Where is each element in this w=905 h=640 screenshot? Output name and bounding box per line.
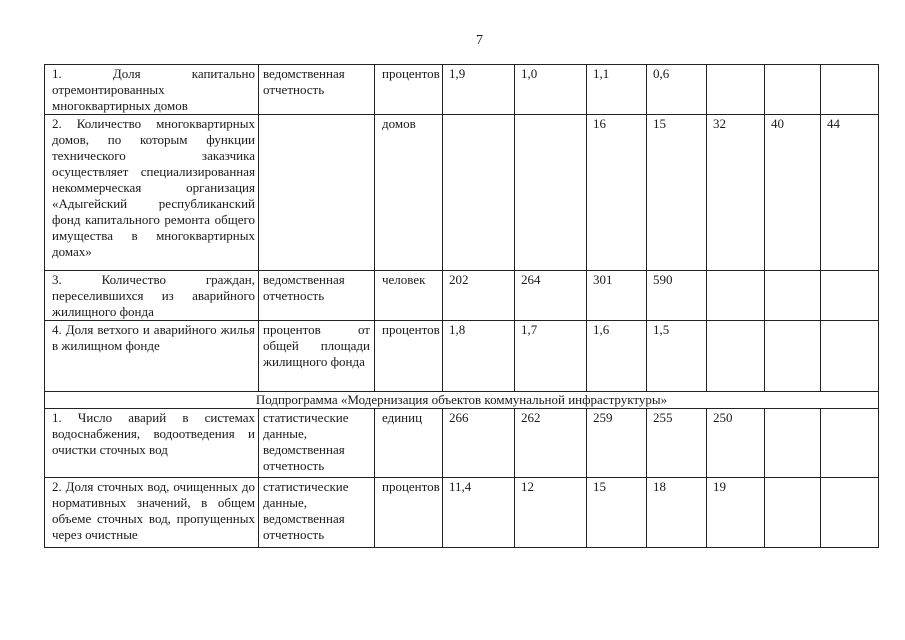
- value-cell: [821, 321, 879, 392]
- value-cell: 1,5: [647, 321, 707, 392]
- source-cell: ведомственная отчетность: [259, 271, 375, 321]
- source-cell: процентов от общей площади жилищного фонда: [259, 321, 375, 392]
- table-row: [45, 409, 879, 478]
- table-row: [45, 65, 879, 115]
- value-cell: [765, 271, 821, 321]
- source-cell: ведомственная отчетность: [259, 65, 375, 115]
- value-cell: 0,6: [647, 65, 707, 115]
- page-number: 7: [476, 33, 483, 48]
- source-cell: [259, 115, 375, 271]
- value-cell: [515, 115, 587, 271]
- value-cell: 1,8: [443, 321, 515, 392]
- value-cell: 266: [443, 409, 515, 478]
- unit-cell: единиц: [375, 409, 443, 478]
- value-cell: [821, 478, 879, 548]
- value-cell: 1,1: [587, 65, 647, 115]
- indicator-cell: 4. Доля ветхого и аварийного жилья в жилищном фонде: [45, 321, 259, 392]
- value-cell: [821, 409, 879, 478]
- value-cell: 1,9: [443, 65, 515, 115]
- value-cell: [707, 321, 765, 392]
- value-cell: 18: [647, 478, 707, 548]
- unit-cell: процентов: [375, 478, 443, 548]
- table-row: [45, 321, 879, 392]
- indicator-cell: 2. Доля сточных вод, очищенных до нормативных значений, в общем объеме сточных вод, пропущенных через очистные: [45, 478, 259, 548]
- value-cell: 202: [443, 271, 515, 321]
- value-cell: [821, 65, 879, 115]
- unit-cell: домов: [375, 115, 443, 271]
- value-cell: 11,4: [443, 478, 515, 548]
- table-row: [45, 271, 879, 321]
- value-cell: [707, 65, 765, 115]
- value-cell: 255: [647, 409, 707, 478]
- value-cell: [765, 409, 821, 478]
- value-cell: 262: [515, 409, 587, 478]
- value-cell: [707, 271, 765, 321]
- table-row: [45, 478, 879, 548]
- value-cell: [765, 321, 821, 392]
- section-row: [45, 392, 879, 409]
- value-cell: 12: [515, 478, 587, 548]
- value-cell: 264: [515, 271, 587, 321]
- value-cell: 15: [647, 115, 707, 271]
- unit-cell: человек: [375, 271, 443, 321]
- value-cell: 15: [587, 478, 647, 548]
- value-cell: 301: [587, 271, 647, 321]
- value-cell: 1,0: [515, 65, 587, 115]
- source-cell: статистические данные, ведомственная отчетность: [259, 478, 375, 548]
- value-cell: [765, 478, 821, 548]
- value-cell: 16: [587, 115, 647, 271]
- unit-cell: процентов: [375, 65, 443, 115]
- value-cell: 1,7: [515, 321, 587, 392]
- value-cell: 259: [587, 409, 647, 478]
- value-cell: 590: [647, 271, 707, 321]
- unit-cell: процентов: [375, 321, 443, 392]
- value-cell: 1,6: [587, 321, 647, 392]
- value-cell: [443, 115, 515, 271]
- value-cell: 250: [707, 409, 765, 478]
- indicator-cell: 3. Количество граждан, переселившихся из аварийного жилищного фонда: [45, 271, 259, 321]
- value-cell: 32: [707, 115, 765, 271]
- indicator-cell: 1. Число аварий в системах водоснабжения, водоотведения и очистки сточных вод: [45, 409, 259, 478]
- table-row: [45, 115, 879, 271]
- section-title: Подпрограмма «Модернизация объектов коммунальной инфраструктуры»: [45, 392, 879, 409]
- indicator-cell: 2. Количество многоквартирных домов, по которым функции технического заказчика осуществляет специализированная некоммерческая организация «Адыгейский республиканский фонд капитального ремонта общего имущества в многоквартирных домах»: [45, 115, 259, 271]
- indicator-cell: 1. Доля капитально отремонтированных многоквартирных домов: [45, 65, 259, 115]
- value-cell: 40: [765, 115, 821, 271]
- value-cell: 44: [821, 115, 879, 271]
- indicators-table: [44, 64, 879, 548]
- value-cell: 19: [707, 478, 765, 548]
- value-cell: [821, 271, 879, 321]
- source-cell: статистические данные, ведомственная отчетность: [259, 409, 375, 478]
- value-cell: [765, 65, 821, 115]
